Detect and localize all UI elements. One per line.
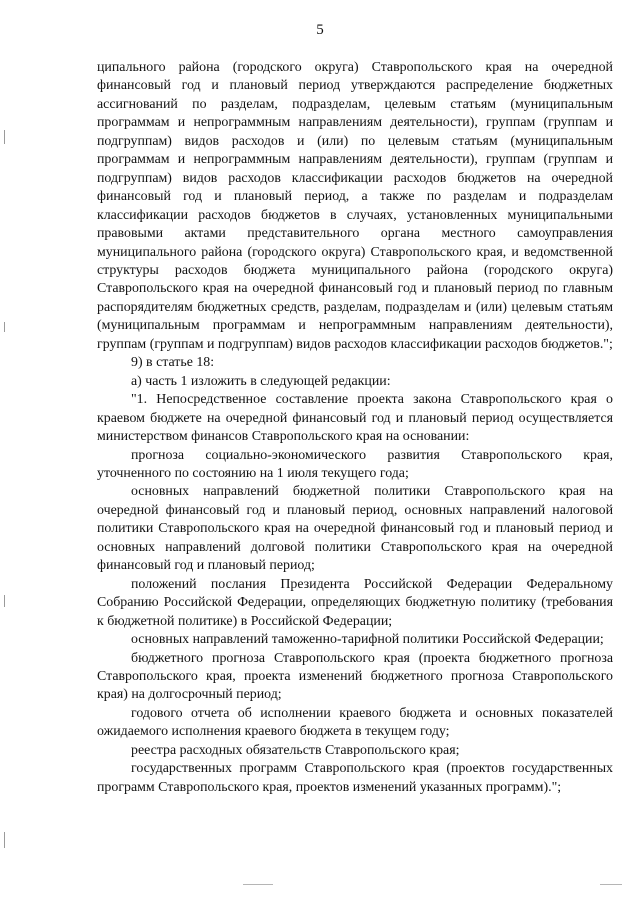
paragraph-basis-budget-forecast: бюджетного прогноза Ставропольского края (проекта бюджетного прогноза Ставропольского края, проекта изменений бюджетного прогноза Ставропольского края) на долгосрочный период; <box>97 650 613 703</box>
paragraph-continuation: ципального района (городского округа) Ставропольского края на очередной финансовый год и плановый период утверждаются распределение бюджетных ассигнований по разделам, подразделам, целевым статьям (муниципальным программам и непрограммным направлениям деятельности), группам (группам и подгруппам) видов расходов и (или) по целевым статьям (муниципальным программам и непрограммным направлениям деятельности), группам (группам и подгруппам) видов расходов классификации расходов бюджетов на очередной финансовый год и плановый период, а также по разделам и подразделам классификации расходов бюджетов в случаях, установленных муниципальными правовыми актами представительного органа местного самоуправления муниципального района (городского округа) Ставропольского края, и ведомственной структуры расходов бюджета муниципального района (городского округа) Ставропольского края на очередной финансовый год и плановый период по главным распорядителям бюджетных средств, разделам, подразделам и (или) целевым статьям (муниципальным программам и непрограммным направлениям деятельности), группам (группам и подгруппам) видов расходов классификации расходов бюджетов."; <box>97 60 613 352</box>
paragraph-basis-forecast: прогноза социально-экономического развития Ставропольского края, уточненного по состоянию на 1 июля текущего года; <box>97 447 613 481</box>
paragraph-part-1: "1. Непосредственное составление проекта закона Ставропольского края о краевом бюджете на очередной финансовый год и плановый период осуществляется министерством финансов Ставропольского края на основании: <box>97 392 613 445</box>
paragraph-basis-annual-report: годового отчета об исполнении краевого бюджета и основных показателей ожидаемого исполнения краевого бюджета в текущем году; <box>97 705 613 740</box>
scan-edge-mark <box>4 832 5 848</box>
scan-bottom-mark <box>243 884 273 885</box>
scan-edge-mark <box>4 322 5 332</box>
paragraph-basis-state-programs: государственных программ Ставропольского края (проектов государственных программ Ставропольского края, проектов изменений указанных программ)."; <box>97 761 613 795</box>
paragraph-basis-obligations-register: реестра расходных обязательств Ставропольского края; <box>131 742 460 758</box>
page-number: 5 <box>316 22 324 38</box>
paragraph-basis-customs-policy: основных направлений таможенно-тарифной политики Российской Федерации; <box>131 632 604 648</box>
paragraph-basis-budget-policy: основных направлений бюджетной политики Ставропольского края на очередной финансовый год и плановый период, основных направлений налоговой политики Ставропольского края на очередной финансовый год и плановый период и основных направлений долговой политики Ставропольского края на очередной финансовый год и плановый период; <box>97 484 613 574</box>
scan-bottom-mark <box>600 884 622 885</box>
scan-edge-mark <box>4 130 5 144</box>
scan-edge-mark <box>4 595 5 607</box>
document-body <box>97 59 613 797</box>
paragraph-subitem-a: а) часть 1 изложить в следующей редакции: <box>131 373 391 389</box>
paragraph-item-9: 9) в статье 18: <box>131 355 215 371</box>
paragraph-basis-presidential-address: положений послания Президента Российской Федерации Федеральному Собранию Российской Федерации, определяющих бюджетную политику (требования к бюджетной политике) в Российской Федерации; <box>97 576 613 629</box>
